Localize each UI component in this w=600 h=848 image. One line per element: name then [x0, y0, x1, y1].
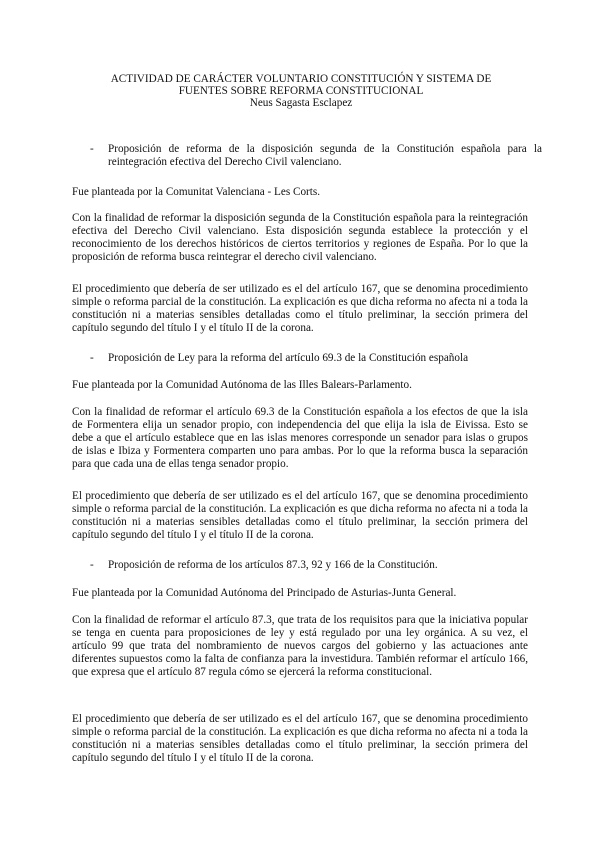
purpose-paragraph: Con la finalidad de reformar el artículo 87.3, que trata de los requisitos para que la iniciativa popular se tenga en cuenta para proposiciones de ley y está regulado por una ley orgánica. A su vez, el artículo 99 que trata del nombramiento de nuevos cargos del gobierno y las actuaciones ante diferentes supuestos como la falta de confianza para la investidura. También reformar el artículo 166, que expresa que el artículo 87 regula cómo se ejercerá la reforma constitucional. — [72, 614, 528, 678]
proposer-paragraph: Fue planteada por la Comunitat Valenciana - Les Corts. — [72, 186, 321, 198]
document-title-line-2: FUENTES SOBRE REFORMA CONSTITUCIONAL — [178, 85, 424, 97]
bullet-dash: - — [90, 352, 94, 364]
purpose-paragraph: Con la finalidad de reformar la disposición segunda de la Constitución española para la reintegración efectiva del Derecho Civil valenciano. Esta disposición segunda establece la protección y el reconocimiento de los derechos históricos de ciertos territorios y regiones de España. Por lo que la proposición de reforma busca reintegrar el derecho civil valenciano. — [72, 212, 528, 263]
author-name: Neus Sagasta Esclapez — [249, 97, 353, 109]
bullet-dash: - — [90, 559, 94, 571]
bullet-text: Proposición de reforma de los artículos 87.3, 92 y 166 de la Constitución. — [108, 559, 438, 571]
purpose-paragraph: Con la finalidad de reformar el artículo 69.3 de la Constitución española a los efectos de que la isla de Formentera elija un senador propio, con independencia del que elija la isla de Eivissa. Esto se debe a que el artículo establece que en las islas menores corresponde un senador para islas o grupos de islas e Ibiza y Formentera comparten uno para ambas. Por lo que la reforma busca la separación para que cada una de ellas tenga senador propio. — [72, 406, 528, 470]
procedure-paragraph: El procedimiento que debería de ser utilizado es el del artículo 167, que se denomina procedimiento simple o reforma parcial de la constitución. La explicación es que dicha reforma no afecta ni a toda la constitución ni a materias sensibles detalladas como el título preliminar, la sección primera del capítulo segundo del título I y el título II de la corona. — [72, 713, 528, 764]
bullet-text: Proposición de reforma de la disposición segunda de la Constitución española para la reintegración efectiva del Derecho Civil valenciano. — [108, 143, 542, 168]
bullet-text: Proposición de Ley para la reforma del artículo 69.3 de la Constitución española — [108, 352, 469, 364]
proposer-paragraph: Fue planteada por la Comunidad Autónoma del Principado de Asturias-Junta General. — [72, 587, 457, 599]
bullet-dash: - — [90, 143, 94, 155]
document-title-line-1: ACTIVIDAD DE CARÁCTER VOLUNTARIO CONSTITUCIÓN Y SISTEMA DE — [110, 73, 492, 85]
proposer-paragraph: Fue planteada por la Comunidad Autónoma de las Illes Balears-Parlamento. — [72, 379, 412, 391]
procedure-paragraph: El procedimiento que debería de ser utilizado es el del artículo 167, que se denomina procedimiento simple o reforma parcial de la constitución. La explicación es que dicha reforma no afecta ni a toda la constitución ni a materias sensibles detalladas como el título preliminar, la sección primera del capítulo segundo del título I y el título II de la corona. — [72, 283, 528, 334]
procedure-paragraph: El procedimiento que debería de ser utilizado es el del artículo 167, que se denomina procedimiento simple o reforma parcial de la constitución. La explicación es que dicha reforma no afecta ni a toda la constitución ni a materias sensibles detalladas como el título preliminar, la sección primera del capítulo segundo del título I y el título II de la corona. — [72, 490, 528, 541]
